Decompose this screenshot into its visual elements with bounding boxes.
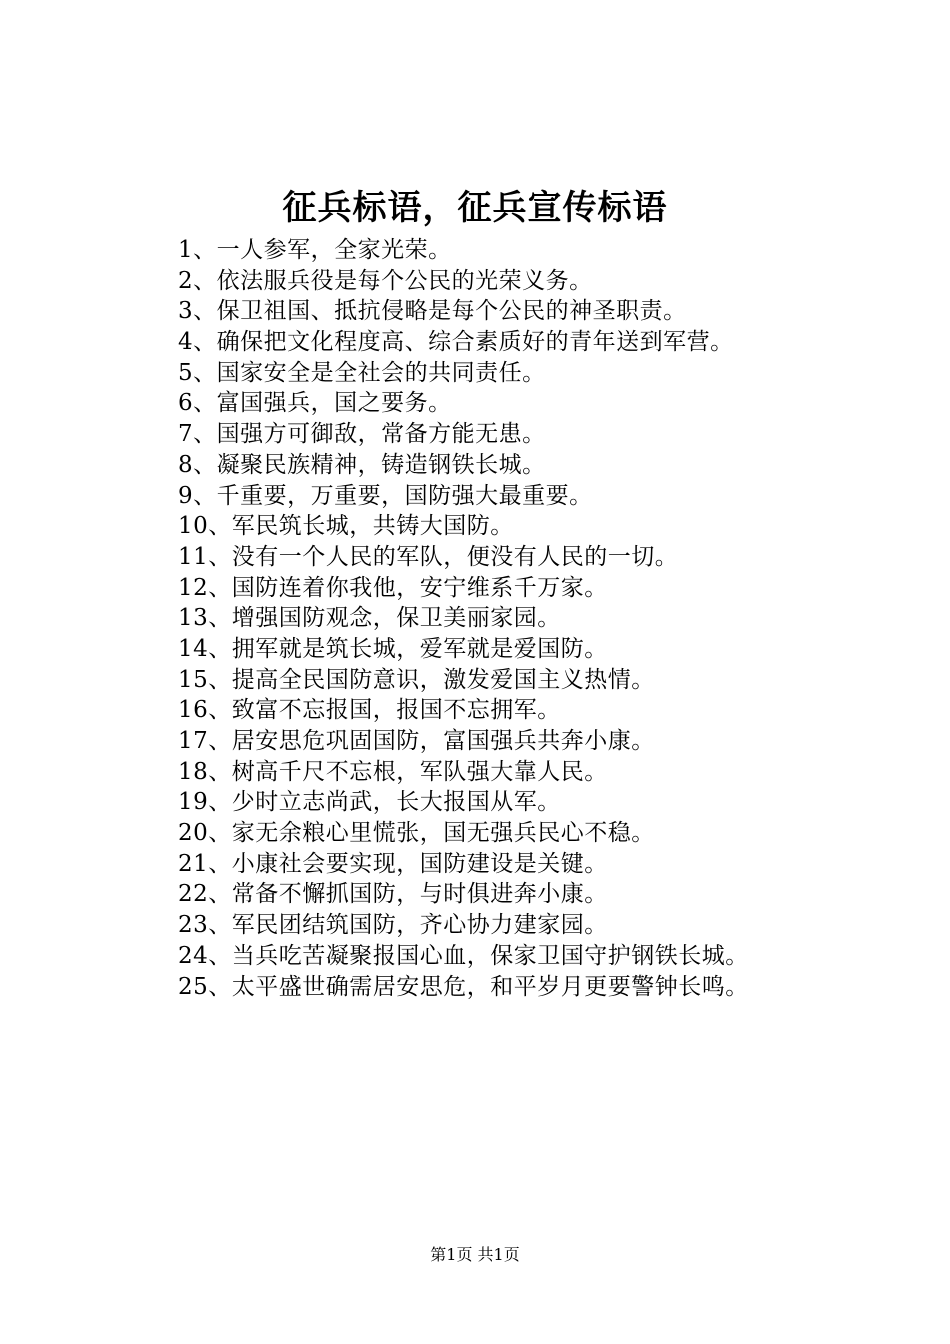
list-item: 4、确保把文化程度高、综合素质好的青年送到军营。 [178, 329, 734, 356]
list-item: 12、国防连着你我他，安宁维系千万家。 [178, 574, 608, 601]
list-item: 2、依法服兵役是每个公民的光荣义务。 [178, 267, 593, 294]
slogan-list [178, 235, 749, 1002]
page-title: 征兵标语，征兵宣传标语 [282, 188, 668, 228]
list-item: 11、没有一个人民的军队，便没有人民的一切。 [178, 543, 679, 570]
list-item: 7、国强方可御敌，常备方能无患。 [178, 421, 546, 448]
list-item: 21、小康社会要实现，国防建设是关键。 [178, 850, 608, 877]
list-item: 18、树高千尺不忘根，军队强大靠人民。 [178, 758, 608, 785]
list-item: 23、军民团结筑国防，齐心协力建家园。 [178, 912, 608, 939]
list-item: 15、提高全民国防意识，激发爱国主义热情。 [178, 666, 655, 693]
list-item: 8、凝聚民族精神，铸造钢铁长城。 [178, 451, 546, 478]
list-item: 6、富国强兵，国之要务。 [178, 390, 452, 417]
list-item: 24、当兵吃苦凝聚报国心血，保家卫国守护钢铁长城。 [178, 942, 749, 969]
list-item: 20、家无余粮心里慌张，国无强兵民心不稳。 [178, 820, 655, 847]
list-item: 5、国家安全是全社会的共同责任。 [178, 359, 546, 386]
list-item: 3、保卫祖国、抵抗侵略是每个公民的神圣职责。 [178, 298, 687, 325]
list-item: 9、千重要，万重要，国防强大最重要。 [178, 482, 593, 509]
list-item: 1、一人参军，全家光荣。 [178, 237, 452, 263]
list-item: 10、军民筑长城，共铸大国防。 [178, 513, 514, 540]
list-item: 22、常备不懈抓国防，与时俱进奔小康。 [178, 881, 608, 908]
list-item: 19、少时立志尚武，长大报国从军。 [178, 789, 561, 816]
list-item: 14、拥军就是筑长城，爱军就是爱国防。 [178, 635, 608, 662]
page-footer: 第1页 共1页 [430, 1245, 520, 1264]
list-item: 25、太平盛世确需居安思危，和平岁月更要警钟长鸣。 [178, 973, 749, 1000]
list-item: 17、居安思危巩固国防，富国强兵共奔小康。 [178, 728, 655, 754]
list-item: 16、致富不忘报国，报国不忘拥军。 [178, 697, 561, 724]
list-item: 13、增强国防观念，保卫美丽家园。 [178, 605, 561, 632]
